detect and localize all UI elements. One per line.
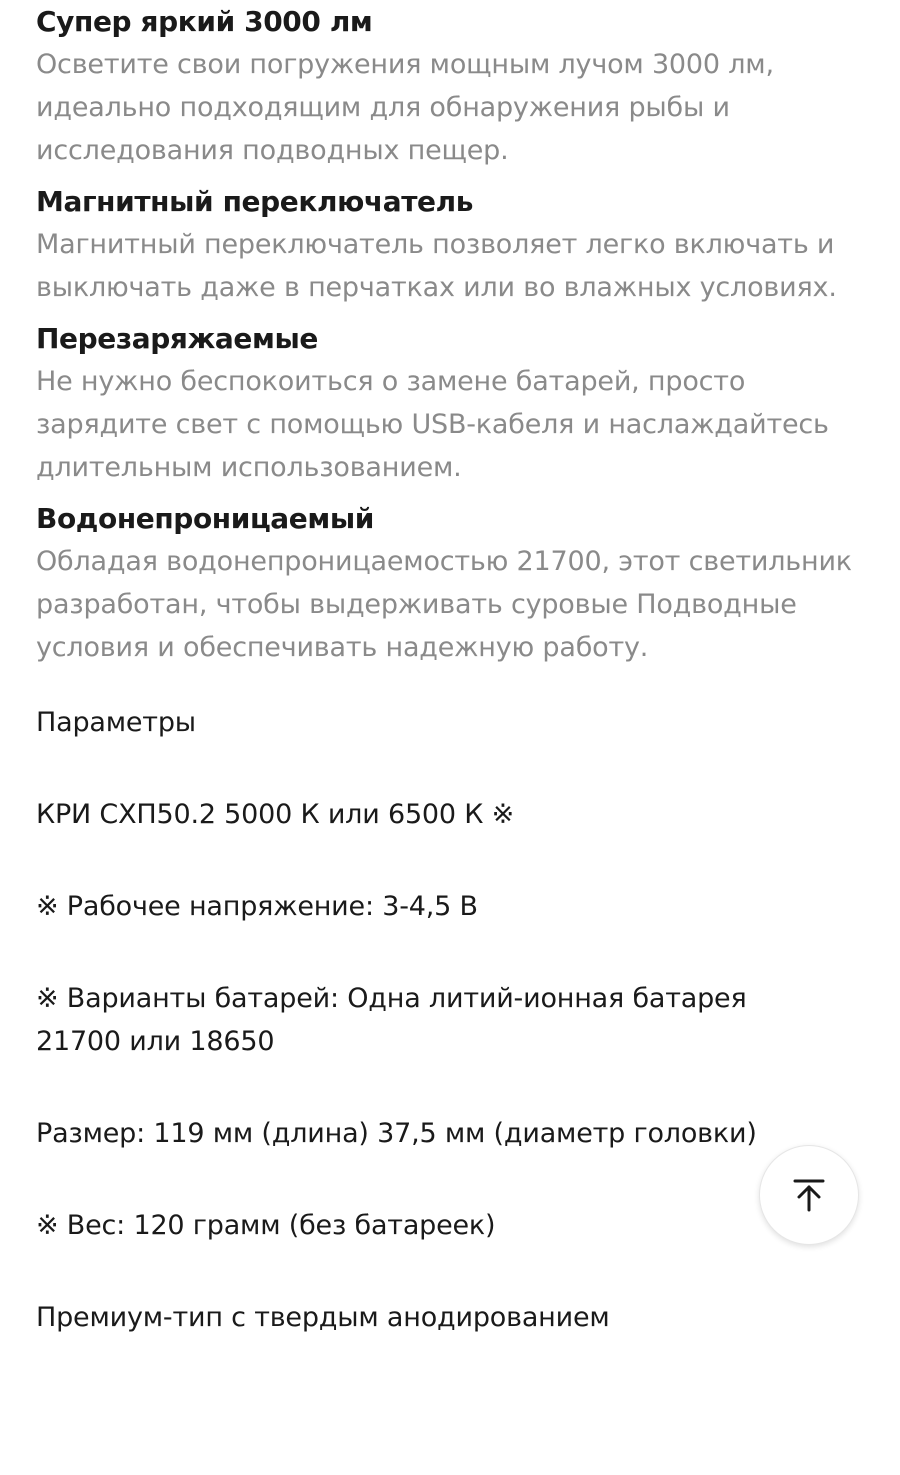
feature-description: Не нужно беспокоиться о замене батарей, просто зарядите свет с помощью USB-кабеля и наслаждайтесь длительным использованием. [36,366,829,483]
feature-title: Супер яркий 3000 лм [36,5,373,38]
product-description [36,0,876,1388]
feature-rechargeable [36,317,876,489]
feature-description: Осветите свои погружения мощным лучом 3000 лм, идеально подходящим для обнаружения рыбы и исследования подводных пещер. [36,49,774,166]
feature-title: Водонепроницаемый [36,502,375,535]
arrow-up-to-top-icon [791,1177,827,1213]
feature-magnetic-switch [36,180,876,309]
parameter-line: ※ Вес: 120 грамм (без батареек) [36,1210,496,1241]
feature-title: Магнитный переключатель [36,185,474,218]
parameter-line: Размер: 119 мм (длина) 37,5 мм (диаметр головки) [36,1118,757,1149]
parameters-section [36,701,876,1339]
feature-waterproof [36,497,876,669]
parameters-heading: Параметры [36,707,196,738]
parameter-line: ※ Рабочее напряжение: 3-4,5 В [36,891,478,922]
parameter-line: ※ Варианты батарей: Одна литий-ионная батарея 21700 или 18650 [36,983,747,1057]
feature-description: Обладая водонепроницаемостью 21700, этот светильник разработан, чтобы выдерживать суровые Подводные условия и обеспечивать надежную работу. [36,546,852,663]
scroll-to-top-button[interactable] [759,1145,859,1245]
feature-title: Перезаряжаемые [36,322,318,355]
feature-brightness [36,0,876,172]
parameter-line: КРИ СХП50.2 5000 К или 6500 К ※ [36,799,515,830]
feature-description: Магнитный переключатель позволяет легко включать и выключать даже в перчатках или во влажных условиях. [36,229,837,303]
parameter-line: Премиум-тип с твердым анодированием [36,1302,610,1333]
